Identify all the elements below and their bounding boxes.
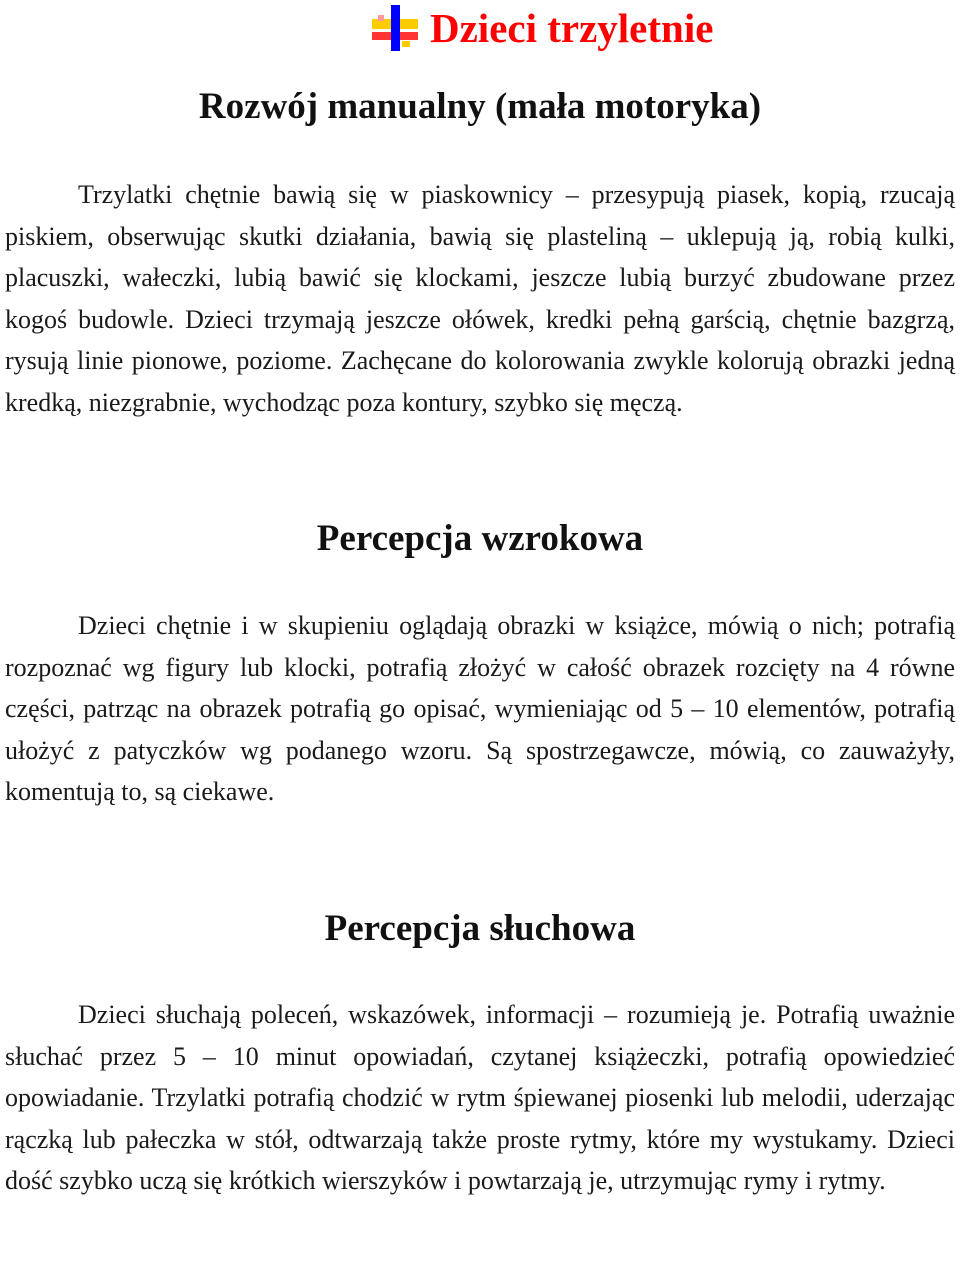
document-title: Dzieci trzyletnie [430,4,714,51]
section-heading-auditory: Percepcja słuchowa [324,908,636,949]
section-paragraph-motor: Trzylatki chętnie bawią się w piaskownicy – przesypują piasek, kopią, rzucają piskiem, obserwując skutki działania, bawią się plasteliną – uklepują ją, robią kulki, placuszki, wałeczki, lubią bawić się klockami, jeszcze lubią burzyć zbudowane przez kogoś budowle. Dzieci trzymają jeszcze ołówek, kredki pełną garścią, chętnie bazgrzą, rysują linie pionowe, poziome. Zachęcane do kolorowania zwykle kolorują obrazki jedną kredką, niezgrabnie, wychodząc poza kontury, szybko się męczą. [5,180,955,417]
document-title-block [372,2,713,54]
flag-icon [372,5,418,51]
section-heading-visual: Percepcja wzrokowa [316,518,644,559]
section-heading-motor: Rozwój manualny (mała motoryka) [198,86,762,127]
section-paragraph-auditory: Dzieci słuchają poleceń, wskazówek, informacji – rozumieją je. Potrafią uważnie słuchać przez 5 – 10 minut opowiadań, czytanej książeczki, potrafią opowiedzieć opowiadanie. Trzylatki potrafią chodzić w rytm śpiewanej piosenki lub melodii, uderzając rączką lub pałeczka w stół, odtwarzają także proste rytmy, które my wystukamy. Dzieci dość szybko uczą się krótkich wierszyków i powtarzają je, utrzymując rymy i rytmy. [5,1000,955,1196]
section-paragraph-visual: Dzieci chętnie i w skupieniu oglądają obrazki w książce, mówią o nich; potrafią rozpoznać wg figury lub klocki, potrafią złożyć w całość obrazek rozcięty na 4 równe części, patrząc na obrazek potrafią go opisać, wymieniając od 5 – 10 elementów, potrafią ułożyć z patyczków wg podanego wzoru. Są spostrzegawcze, mówią, co zauważyły, komentują to, są ciekawe. [5,611,955,807]
